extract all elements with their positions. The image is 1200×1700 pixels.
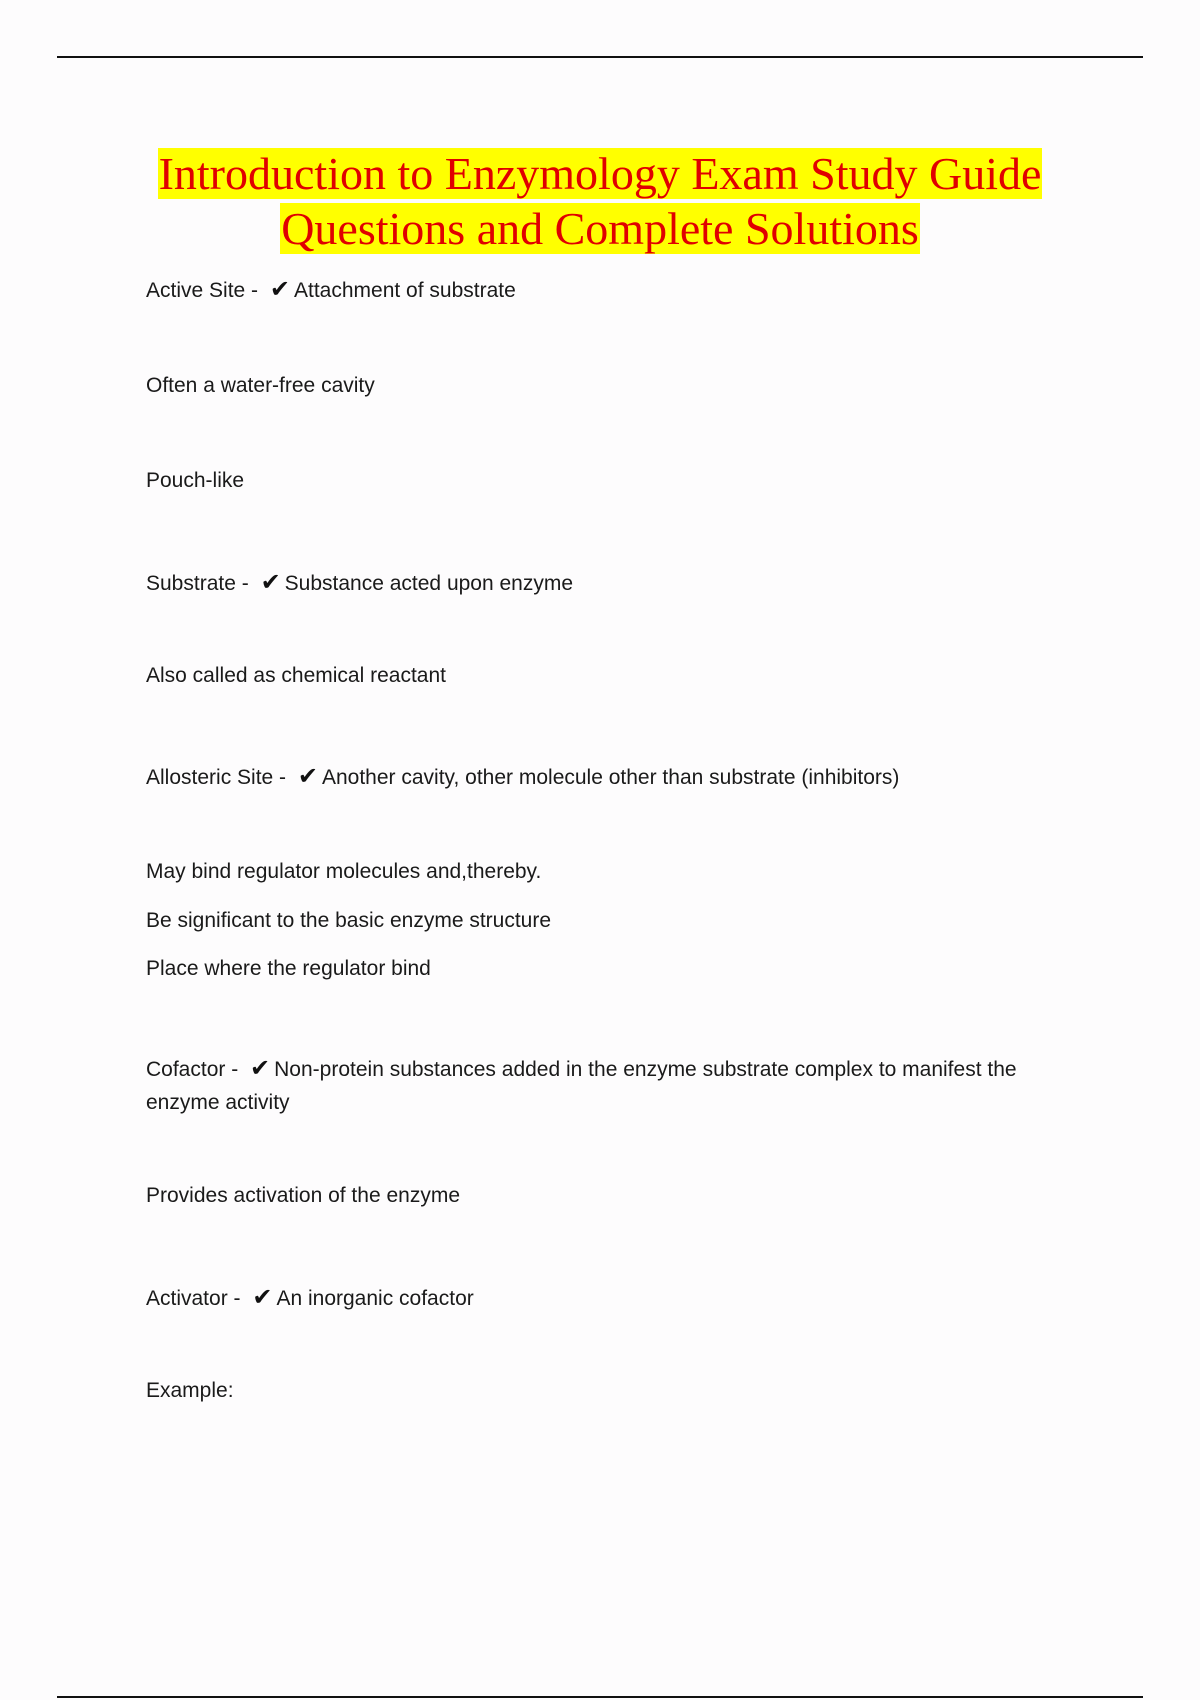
term-label: Active Site - <box>146 279 264 302</box>
document-title <box>0 146 1200 256</box>
note-line: Also called as chemical reactant <box>146 664 446 687</box>
note-line: Often a water-free cavity <box>146 374 375 397</box>
term-label: Substrate - <box>146 572 255 595</box>
bottom-rule <box>57 1696 1143 1698</box>
answer-text: Substance acted upon enzyme <box>284 572 574 595</box>
check-icon: ✔ <box>250 1054 271 1082</box>
title-line-1: Introduction to Enzymology Exam Study Guide <box>158 148 1042 199</box>
qa-cofactor <box>146 1052 1086 1119</box>
note-line: Provides activation of the enzyme <box>146 1184 460 1207</box>
check-icon: ✔ <box>297 762 318 790</box>
answer-text: Non-protein substances added in the enzyme substrate complex to manifest the enzyme activity <box>146 1058 1017 1114</box>
term-label: Allosteric Site - <box>146 766 292 789</box>
term-label: Cofactor - <box>146 1058 245 1081</box>
check-icon: ✔ <box>252 1283 273 1311</box>
qa-activator <box>146 1284 474 1312</box>
answer-text: Another cavity, other molecule other than substrate (inhibitors) <box>321 766 900 789</box>
note-line: Place where the regulator bind <box>146 957 431 980</box>
qa-active-site <box>146 276 516 304</box>
check-icon: ✔ <box>260 568 281 596</box>
answer-text: An inorganic cofactor <box>276 1287 474 1310</box>
top-rule <box>57 56 1143 58</box>
note-line: May bind regulator molecules and,thereby. <box>146 860 542 883</box>
qa-substrate <box>146 569 573 597</box>
answer-text: Attachment of substrate <box>293 279 516 302</box>
check-icon: ✔ <box>269 275 290 303</box>
title-line-2: Questions and Complete Solutions <box>281 203 919 254</box>
note-line: Pouch-like <box>146 469 245 492</box>
qa-allosteric-site <box>146 763 899 791</box>
note-line: Be significant to the basic enzyme structure <box>146 909 552 932</box>
term-label: Activator - <box>146 1287 247 1310</box>
note-line: Example: <box>146 1379 234 1402</box>
